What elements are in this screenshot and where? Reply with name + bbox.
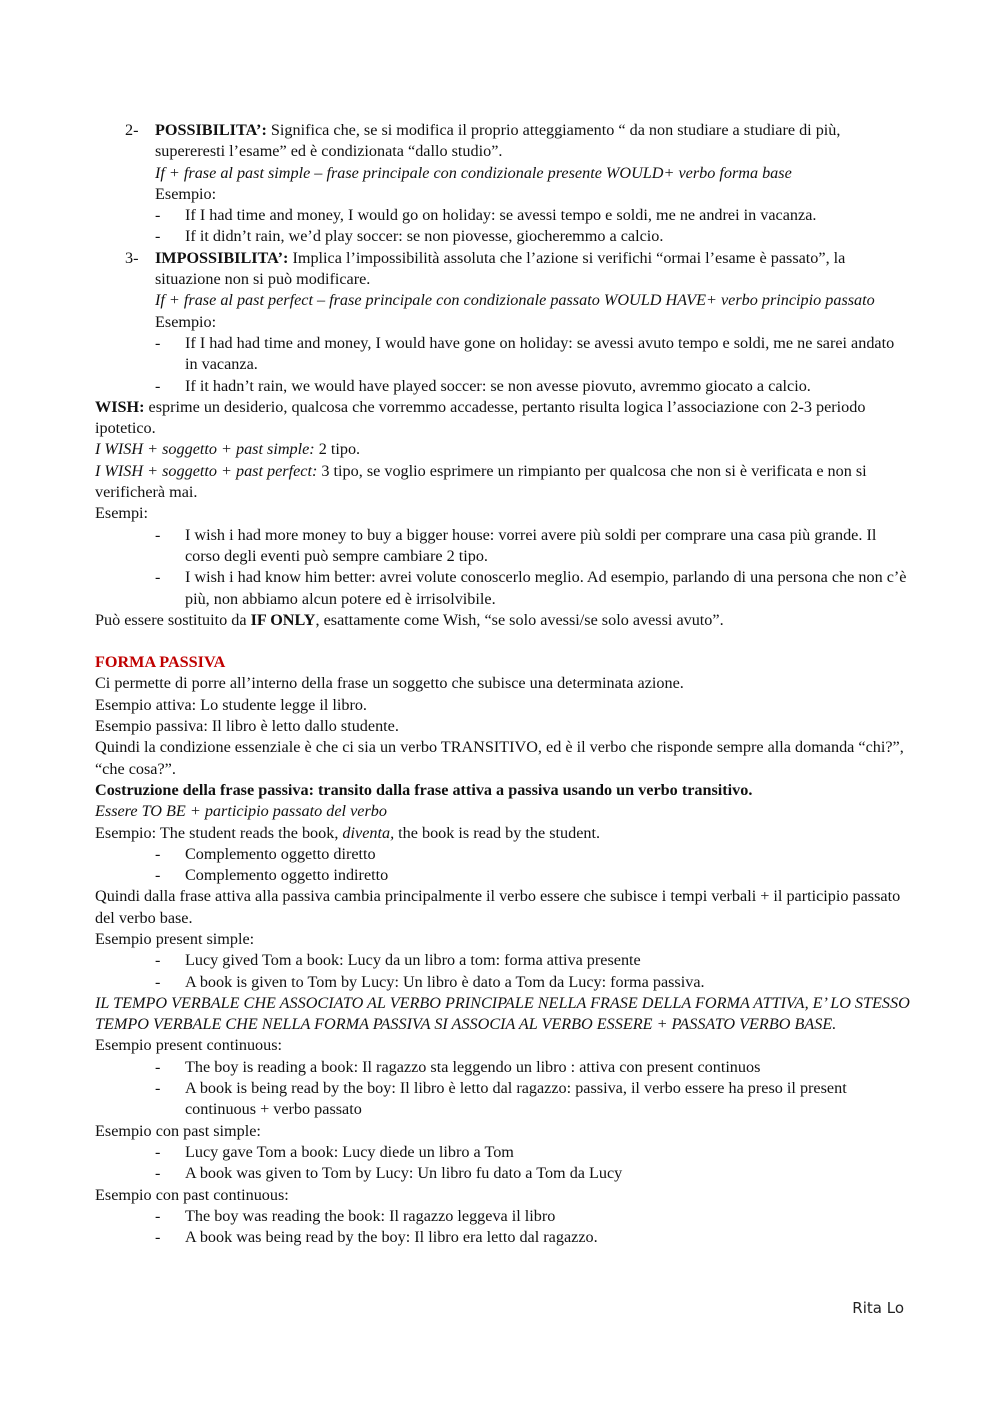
present-continuous-list [95,1057,910,1121]
present-simple-list [95,950,910,993]
document-body [95,120,910,1248]
list-item: - If I had had time and money, I would have gone on holiday: se avessi avuto tempo e soldi, me ne sarei andato in vacanza. [155,333,895,374]
wish-examples-label: Esempi: [95,504,149,523]
dash-bullet: - [155,1206,161,1225]
possibilita-paragraph [155,120,910,163]
rule-caps: IL TEMPO VERBALE CHE ASSOCIATO AL VERBO PRINCIPALE NELLA FRASE DELLA FORMA ATTIVA, E’ LO STESSO TEMPO VERBALE CHE NELLA FORMA PASSIVA SI ASSOCIA AL VERBO ESSERE + PASSATO VERBO BASE. [95,993,910,1034]
list-item: - If it didn’t rain, we’d play soccer: se non piovesse, giocheremmo a calcio. [95,226,910,247]
impossibilita-formula: If + frase al past perfect – frase principale con condizionale passato WOULD HAVE+ verbo principio passato [155,291,875,310]
past-continuous-label: Esempio con past continuous: [95,1185,289,1204]
past-simple-label: Esempio con past simple: [95,1121,261,1140]
dash-bullet: - [155,1057,161,1076]
impossibilita-text: Implica l’impossibilità assoluta che l’azione si verifichi “ormai l’esame è passato”, la situazione non si può modificare. [155,248,846,289]
wish-line-past-perfect: I WISH + soggetto + past perfect: 3 tipo, se voglio esprimere un rimpianto per qualcosa che non si è verificata e non si verificherà mai. [95,461,867,502]
list-item: - Complemento oggetto diretto [95,844,910,865]
present-continuous-label: Esempio present continuous: [95,1036,283,1055]
list-item-possibilita [95,120,910,205]
list-item: - Complemento oggetto indiretto [95,865,910,886]
list-item: - A book was given to Tom by Lucy: Un libro fu dato a Tom da Lucy [95,1163,910,1184]
dash-bullet: - [155,227,161,246]
dash-bullet: - [155,1228,161,1247]
possibilita-formula: If + frase al past simple – frase principale con condizionale presente WOULD+ verbo forma base [155,163,792,182]
complementi-list [95,844,910,887]
passiva-costruzione: Costruzione della frase passiva: transito dalla frase attiva a passiva usando un verbo transitivo. [95,780,753,799]
dash-bullet: - [155,525,161,544]
impossibilita-examples [95,333,910,397]
dash-bullet: - [155,568,161,587]
passiva-example-passiva: Esempio passiva: Il libro è letto dallo studente. [95,717,399,736]
impossibilita-paragraph [155,248,910,291]
dash-bullet: - [155,866,161,885]
list-number: 3- [125,248,139,267]
list-item: - I wish i had more money to buy a bigger house: vorrei avere più soldi per comprare una casa più grande. Il corso degli eventi può sempre cambiare 2 tipo. [155,525,877,565]
dash-bullet: - [155,1164,161,1183]
dash-bullet: - [155,206,161,225]
dash-bullet: - [155,1079,161,1098]
list-item: - The boy is reading a book: Il ragazzo sta leggendo un libro : attiva con present continuos [95,1057,910,1078]
list-item: - A book was being read by the boy: Il libro era letto dal ragazzo. [95,1227,910,1248]
list-item: - Lucy gived Tom a book: Lucy da un libro a tom: forma attiva presente [95,950,910,971]
list-item: - If I had time and money, I would go on holiday: se avessi tempo e soldi, me ne andrei in vacanza. [95,205,910,226]
if-only-paragraph: Può essere sostituito da IF ONLY, esattamente come Wish, “se solo avessi/se solo avessi avuto”. [95,610,724,629]
list-number: 2- [125,121,139,139]
wish-title: WISH: [95,397,145,416]
dash-bullet: - [155,333,161,352]
section-heading-forma-passiva: FORMA PASSIVA [95,653,226,672]
possibilita-examples [95,205,910,248]
wish-line-past-simple: I WISH + soggetto + past simple: 2 tipo. [95,440,361,459]
list-item-impossibilita [95,248,910,333]
list-item: - A book is being read by the boy: Il libro è letto dal ragazzo: passiva, il verbo essere ha preso il present continuous + verbo passato [155,1079,847,1119]
dash-bullet: - [155,376,161,395]
wish-examples [95,525,910,610]
passiva-condizione: Quindi la condizione essenziale è che ci sia un verbo TRANSITIVO, ed è il verbo che risponde sempre alla domanda “chi?”, “che cosa?”. [95,738,904,778]
possibilita-text: Significa che, se si modifica il proprio atteggiamento “ da non studiare a studiare di più, supereresti l’esame” ed è condizionata “dallo studio”. [155,121,841,161]
passiva-quindi: Quindi dalla frase attiva alla passiva cambia principalmente il verbo essere che subisce i tempi verbali + il participio passato del verbo base. [95,887,901,927]
passiva-formula: Essere TO BE + participio passato del verbo [95,802,387,821]
possibilita-example-label: Esempio: [155,184,217,203]
passiva-intro: Ci permette di porre all’interno della frase un soggetto che subisce una determinata azione. [95,674,684,693]
dash-bullet: - [155,972,161,991]
list-item: - A book is given to Tom by Lucy: Un libro è dato a Tom da Lucy: forma passiva. [95,972,910,993]
passiva-example-attiva: Esempio attiva: Lo studente legge il libro. [95,695,367,714]
past-continuous-list [95,1206,910,1249]
present-simple-label: Esempio present simple: [95,929,255,948]
page-footer-author: Rita Lo [852,1299,904,1317]
passiva-esempio: Esempio: The student reads the book, diventa, the book is read by the student. [95,823,601,842]
possibilita-title: POSSIBILITA’: [155,121,267,139]
list-item: - If it hadn’t rain, we would have played soccer: se non avesse piovuto, avremmo giocato a calcio. [95,376,910,397]
list-item: - The boy was reading the book: Il ragazzo leggeva il libro [95,1206,910,1227]
impossibilita-example-label: Esempio: [155,312,217,331]
if-only-bold: IF ONLY [250,610,316,629]
list-item: - I wish i had know him better: avrei volute conoscerlo meglio. Ad esempio, parlando di una persona che non c’è più, non abbiamo alcun potere ed è irrisolvibile. [155,568,907,608]
dash-bullet: - [155,844,161,863]
wish-paragraph: WISH: esprime un desiderio, qualcosa che vorremmo accadesse, pertanto risulta logica l’associazione con 2-3 periodo ipotetico. [95,397,866,438]
dash-bullet: - [155,951,161,970]
dash-bullet: - [155,1142,161,1161]
past-simple-list [95,1142,910,1185]
impossibilita-title: IMPOSSIBILITA’: [155,248,289,267]
list-item: - Lucy gave Tom a book: Lucy diede un libro a Tom [95,1142,910,1163]
